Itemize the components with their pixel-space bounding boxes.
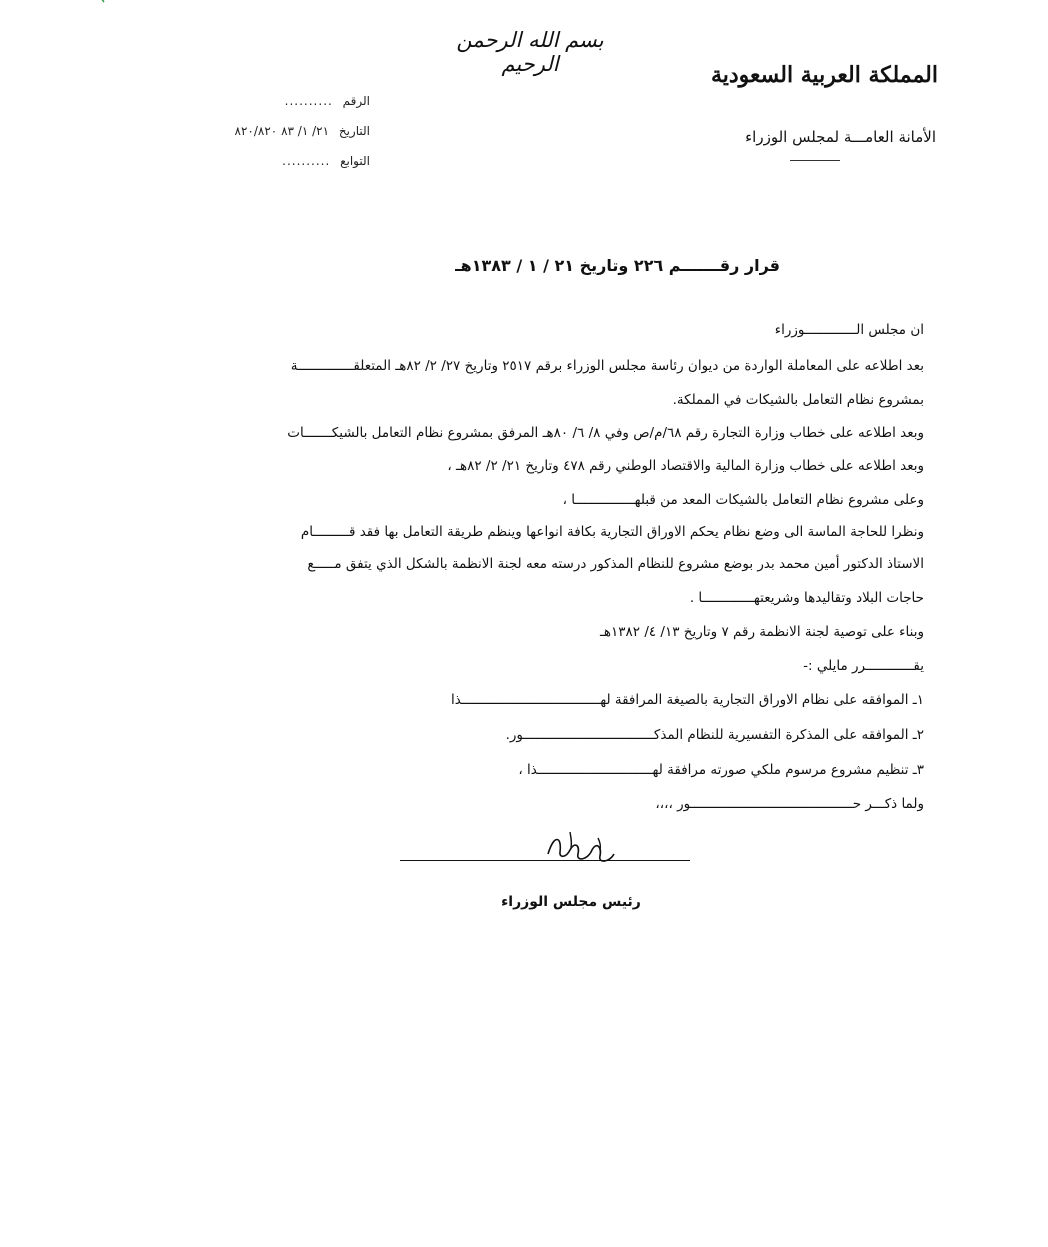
letterhead-kingdom: المملكة العربية السعودية bbox=[710, 62, 938, 88]
body-line-6: وعلى مشروع نظام التعامل بالشيكات المعد من قبلهـــــــــــــــا ، bbox=[562, 492, 924, 508]
resolution-item-1: ١ـ الموافقه على نظام الاوراق التجارية بالصيغة المرافقة لهـــــــــــــــــــــــــــــــــــذا bbox=[450, 692, 924, 708]
meta-date-row bbox=[140, 124, 370, 138]
body-line-10: وبناء على توصية لجنة الانظمة رقم ٧ وتاريخ ١٣/ ٤/ ١٣٨٢هـ bbox=[599, 624, 924, 640]
meta-date-value: ٢١/ ١/ ٨٣ ٨٢٠/٨٢٠ bbox=[234, 124, 330, 138]
body-line-1: ان مجلس الـــــــــــــوزراء bbox=[774, 322, 924, 338]
green-corner-mark-icon bbox=[96, 0, 110, 8]
meta-attachments-value: .......... bbox=[282, 154, 331, 168]
signature-line bbox=[400, 860, 690, 861]
resolution-item-2: ٢ـ الموافقه على المذكرة التفسيرية للنظام المذكـــــــــــــــــــــــــــــــــور. bbox=[505, 727, 924, 743]
basmala-heading: بسم الله الرحمن الرحيم bbox=[456, 28, 604, 76]
letterhead-divider bbox=[790, 160, 840, 161]
body-line-3: بمشروع نظام التعامل بالشيكات في المملكة. bbox=[672, 392, 924, 408]
body-line-2: بعد اطلاعه على المعاملة الواردة من ديوان رئاسة مجلس الوزراء برقم ٢٥١٧ وتاريخ ٢٧/ ٢/ ٨٢هـ المتعلقــــــــــــــة bbox=[290, 358, 924, 374]
signer-title: رئيس مجلس الوزراء bbox=[501, 894, 641, 910]
letterhead-secretariat: الأمانة العامـــة لمجلس الوزراء bbox=[745, 128, 936, 146]
meta-attachments-label: التوابع bbox=[340, 154, 370, 168]
body-line-5: وبعد اطلاعه على خطاب وزارة المالية والاقتصاد الوطني رقم ٤٧٨ وتاريخ ٢١/ ٢/ ٨٢هـ ، bbox=[447, 458, 924, 474]
resolution-item-3: ٣ـ تنظيم مشروع مرسوم ملكي صورته مرافقة لهـــــــــــــــــــــــــــــذا ، bbox=[518, 762, 924, 778]
meta-number-row bbox=[140, 94, 370, 108]
meta-date-label: التاريخ bbox=[338, 124, 370, 138]
decision-title: قرار رقـــــــم ٢٢٦ وتاريخ ٢١ / ١ / ١٣٨٣هـ bbox=[455, 256, 780, 275]
meta-number-label: الرقم bbox=[342, 94, 370, 108]
body-line-9: حاجات البلاد وتقاليدها وشريعتهـــــــــــــا . bbox=[689, 590, 924, 606]
closing-line: ولما ذكـــر حـــــــــــــــــــــــــــــــــــــــــور ،،،، bbox=[655, 796, 924, 812]
body-line-7: ونظرا للحاجة الماسة الى وضع نظام يحكم الاوراق التجارية بكافة انواعها وينظم طريقة التعامل بها فقد قـــــــــام bbox=[300, 524, 924, 540]
body-line-11: يقــــــــــــرر مايلي :- bbox=[803, 658, 924, 674]
handwritten-signature-icon bbox=[540, 824, 620, 874]
body-line-4: وبعد اطلاعه على خطاب وزارة التجارة رقم ٦٨/م/ص وفي ٨/ ٦/ ٨٠هـ المرفق بمشروع نظام التعامل بالشيكـــــــات bbox=[287, 425, 924, 441]
body-line-8: الاستاذ الدكتور أمين محمد بدر بوضع مشروع للنظام المذكور درسته معه لجنة الانظمة بالشكل الذي يتفق مـــــع bbox=[307, 556, 924, 572]
meta-number-value: .......... bbox=[284, 94, 333, 108]
meta-attachments-row bbox=[140, 154, 370, 168]
